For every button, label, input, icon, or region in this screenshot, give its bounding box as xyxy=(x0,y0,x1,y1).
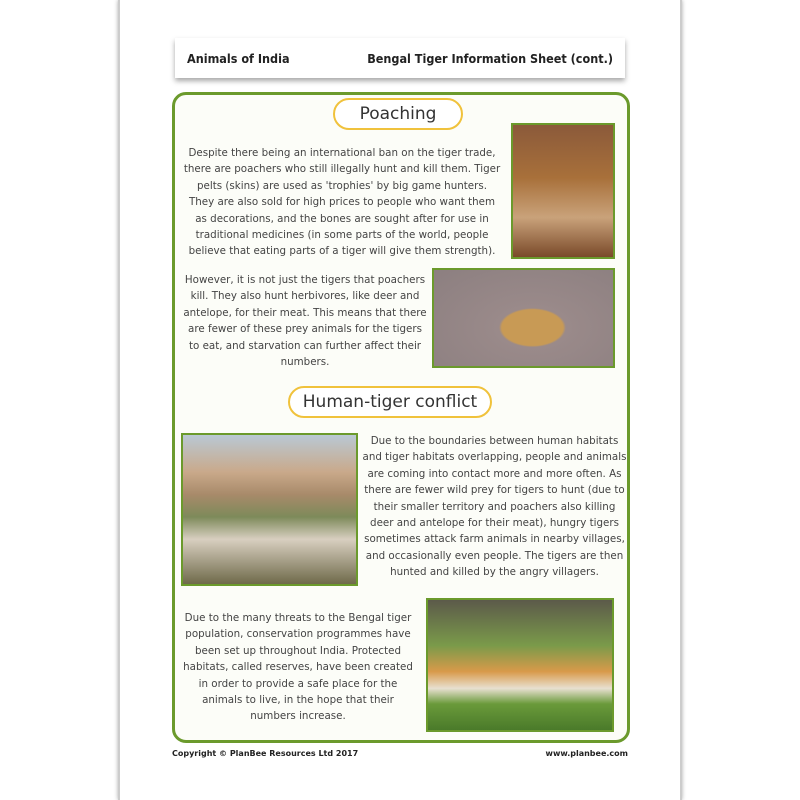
conflict-paragraph-2: Due to the many threats to the Bengal tiger population, conservation programmes have been set up throughout India. Protected habitats, called reserves, have been created in order to provide a safe place for the animals to live, in the hope that their numbers increase. xyxy=(183,612,413,723)
tiger-pelt-wall-photo xyxy=(511,123,615,259)
header-subject: Animals of India xyxy=(187,50,290,66)
tiger-skin-rug-photo xyxy=(432,268,615,368)
tiger-and-cub-photo xyxy=(426,598,614,732)
poaching-paragraph-1: Despite there being an international ban on the tiger trade, there are poachers who still illegally hunt and kill them. Tiger pelts (skins) are used as 'trophies' by big game hunters. They are also sold for high prices to people who want them as decorations, and the bones are sought after for use in traditional medicines (in some parts of the world, people believe that eating parts of a tiger will give them strength). xyxy=(183,147,501,258)
conflict-paragraph-1: Due to the boundaries between human habitats and tiger habitats overlapping, people and animals are coming into contact more and more often. As there are fewer wild prey for tigers to hunt (due to their smaller territory and poachers also killing deer and antelope for their meat), hungry tigers sometimes attack farm animals in nearby villages, and occasionally even people. The tigers are then hunted and killed by the angry villagers. xyxy=(362,435,627,579)
poaching-paragraph-2: However, it is not just the tigers that poachers kill. They also hunt herbivores, like deer and antelope, for their meat. This means that there are fewer of these prey animals for the tigers to eat, and starvation can further affect their numbers. xyxy=(183,274,427,369)
website-link[interactable]: www.planbee.com xyxy=(545,749,628,758)
page-header xyxy=(175,38,625,78)
header-title: Bengal Tiger Information Sheet (cont.) xyxy=(367,50,613,66)
shepherd-with-sheep-photo xyxy=(181,433,358,586)
section-title-human-tiger-conflict: Human-tiger conflict xyxy=(288,386,492,418)
section-title-poaching: Poaching xyxy=(333,98,463,130)
copyright-notice: Copyright © PlanBee Resources Ltd 2017 xyxy=(172,749,359,758)
